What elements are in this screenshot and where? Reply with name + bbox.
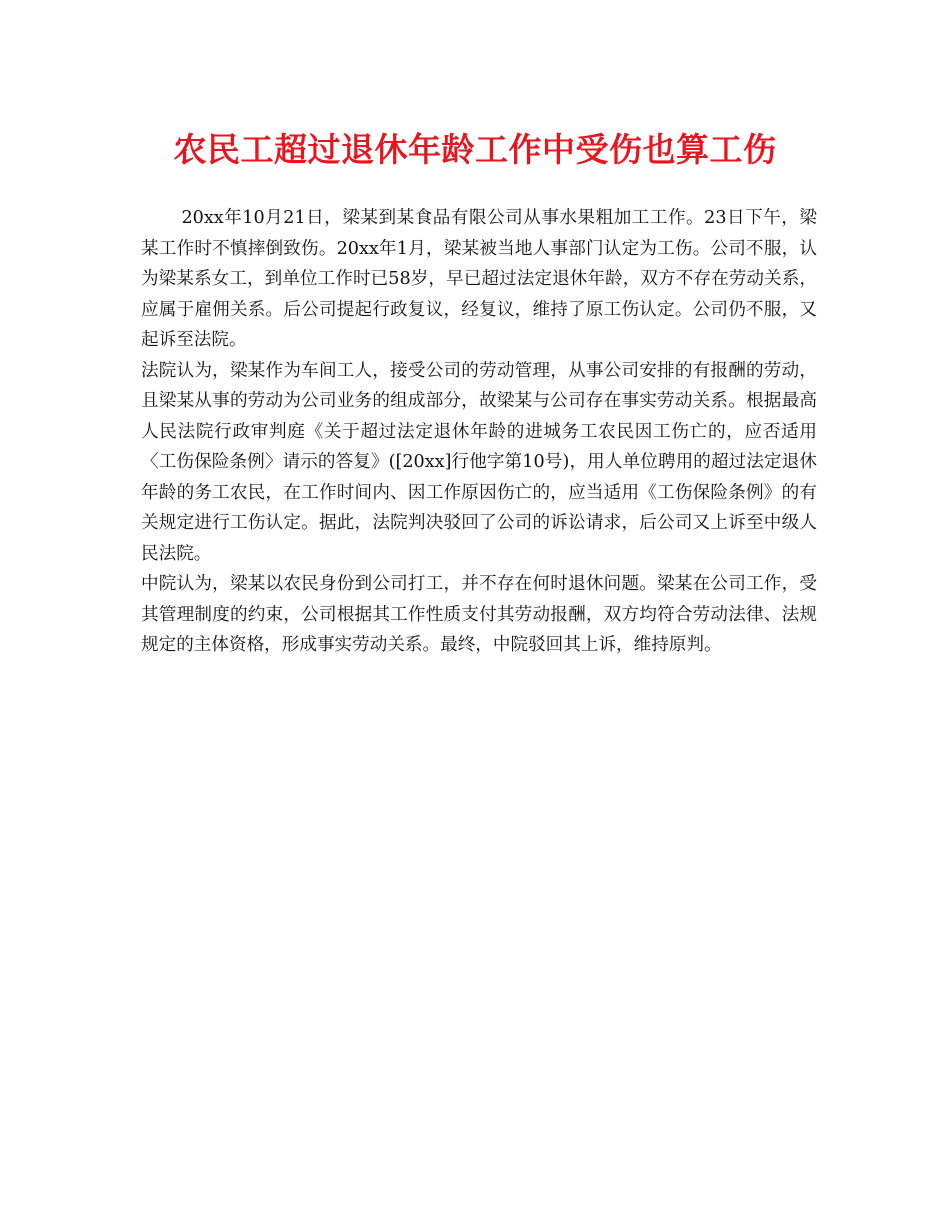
paragraph-court-ruling: 法院认为，梁某作为车间工人，接受公司的劳动管理，从事公司安排的有报酬的劳动，且梁某从事的劳动为公司业务的组成部分，故梁某与公司存在事实劳动关系。根据最高人民法院行政审判庭《关于超过法定退休年龄的进城务工农民因工伤亡的，应否适用〈工伤保险条例〉请示的答复》([20xx]行他字第10号)，用人单位聘用的超过法定退休年龄的务工农民，在工作时间内、因工作原因伤亡的，应当适用《工伤保险条例》的有关规定进行工伤认定。据此，法院判决驳回了公司的诉讼请求，后公司又上诉至中级人民法院。 <box>141 360 817 564</box>
document-title: 农民工超过退休年龄工作中受伤也算工伤 <box>173 130 777 169</box>
paragraph-appeal-ruling: 中院认为，梁某以农民身份到公司打工，并不存在何时退休问题。梁某在公司工作，受其管理制度的约束，公司根据其工作性质支付其劳动报酬，双方均符合劳动法律、法规规定的主体资格，形成事实劳动关系。最终，中院驳回其上诉，维持原判。 <box>141 574 817 655</box>
paragraph-case-facts: 20xx年10月21日，梁某到某食品有限公司从事水果粗加工工作。23日下午，梁某工作时不慎摔倒致伤。20xx年1月，梁某被当地人事部门认定为工伤。公司不服，认为梁某系女工，到单位工作时已58岁，早已超过法定退休年龄，双方不存在劳动关系，应属于雇佣关系。后公司提起行政复议，经复议，维持了原工伤认定。公司仍不服，又起诉至法院。 <box>141 208 817 350</box>
document-body <box>141 203 817 661</box>
